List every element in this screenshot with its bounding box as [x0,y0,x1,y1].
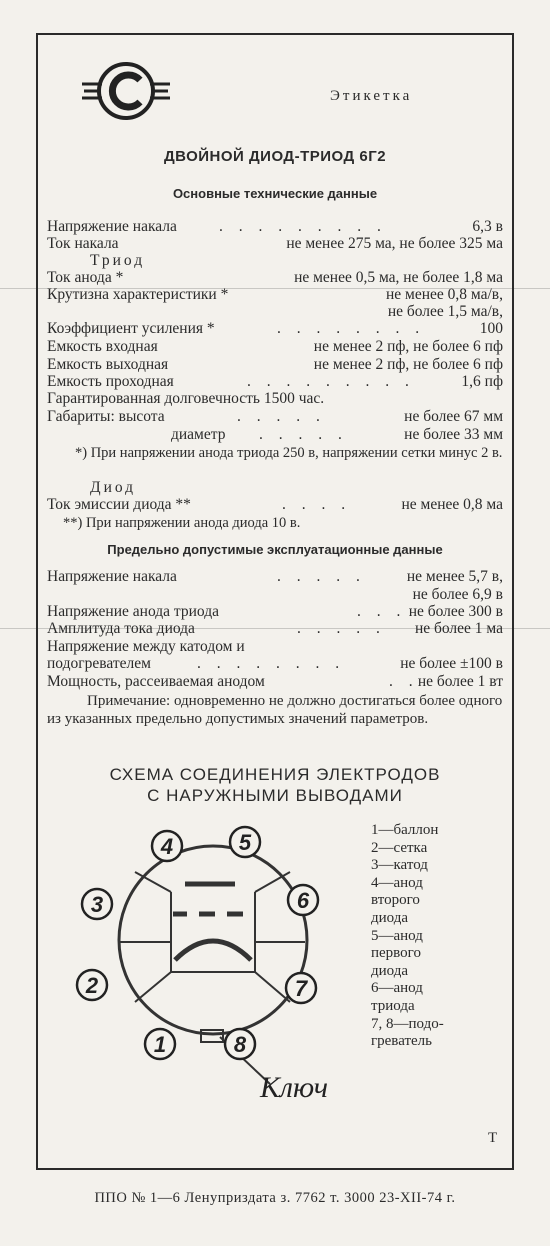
spec-row: Емкость выходная не менее 2 пф, не более 6 пф [47,356,503,373]
limit-row: Амплитуда тока диода . . . . . не более 1 ма [47,620,503,637]
schema-title-line1: СХЕМА СОЕДИНЕНИЯ ЭЛЕКТРОДОВ [109,765,441,784]
legend-line: 2—сетка [371,839,428,856]
pin-number: 2 [85,973,99,998]
legend-line: 4—анод [371,874,423,891]
spec-row: Емкость входная не менее 2 пф, не более 6 пф [47,338,503,355]
pin-diagram [75,822,375,1112]
manufacturer-logo [80,62,172,120]
legend-line: греватель [371,1033,433,1050]
legend-line: 1—баллон [371,822,439,838]
legend-line: 6—анод [371,980,423,997]
legend-line: первого [371,945,421,962]
limit-row: Мощность, рассеиваемая анодом . . не более 1 вт [47,673,503,690]
section-heading-basic: Основные технические данные [172,186,378,201]
spec-row: диаметр . . . . . не более 33 мм [171,426,503,443]
label-word: Этикетка [330,88,413,104]
limit-row: подогревателем . . . . . . . . не более ±100 в [47,655,503,672]
section-heading-limits: Предельно допустимые эксплуатационные данные [107,542,443,557]
pin-number: 6 [296,888,310,913]
legend-line: второго [371,892,420,909]
footnote-triode: *) При напряжении анода триода 250 в, напряжении сетки минус 2 в. [75,445,503,461]
spec-row: Гарантированная долговечность 1500 час. [47,390,325,407]
legend-line: 5—анод [371,927,423,944]
triode-heading: Триод [90,252,146,269]
limit-row: Напряжение анода триода . . . не более 300 в [47,603,503,620]
pin-number: 8 [233,1032,247,1057]
spec-row: Крутизна характеристики * не менее 0,8 ма/в, [47,286,503,303]
legend-line: триода [371,997,415,1014]
spec-row: Ток анода * не менее 0,5 ма, не более 1,8 ма [47,269,503,286]
schema-title-line2: С НАРУЖНЫМИ ВЫВОДАМИ [147,786,403,805]
print-footer: ППО № 1—6 Ленуприздата з. 7762 т. 3000 23-XII-74 г. [94,1190,456,1206]
spec-row: Емкость проходная . . . . . . . . . 1,6 пф [47,373,503,390]
spec-row: Ток накала не менее 275 ма, не более 325 ма [47,235,503,252]
legend-line: 7, 8—подо- [371,1015,444,1032]
diode-heading: Диод [90,479,137,496]
legend-line: диода [371,962,409,979]
pin-number: 4 [160,834,174,859]
key-label: Ключ [260,1071,329,1104]
footnote-diode: **) При напряжении анода диода 10 в. [63,515,301,531]
pin-legend [371,822,444,1051]
pin-number: 1 [153,1032,167,1057]
limit-row: Напряжение между катодом и [47,638,245,655]
spec-row: не более 1,5 ма/в, [387,303,503,320]
pin-number: 5 [238,830,252,855]
product-title: ДВОЙНОЙ ДИОД-ТРИОД 6Г2 [163,148,387,165]
spec-row: Напряжение накала . . . . . . . . . 6,3 в [47,218,503,235]
pin-number: 3 [90,892,104,917]
legend-line: 3—катод [371,857,428,874]
pin-number: 7 [294,976,308,1001]
limit-row: Напряжение накала . . . . . не менее 5,7 в, [47,568,503,585]
spec-row: Ток эмиссии диода ** . . . . не менее 0,8 ма [47,496,503,513]
limit-row: не более 6,9 в [412,586,503,603]
legend-line: диода [371,909,409,926]
spec-row: Коэффициент усиления * . . . . . . . . 100 [47,320,503,337]
limits-note: Примечание: одновременно не должно достигаться более одного из указанных предельно допустимых значений параметров. [47,693,503,727]
spec-row: Габариты: высота . . . . . не более 67 мм [47,408,503,425]
corner-mark: Т [488,1130,498,1146]
